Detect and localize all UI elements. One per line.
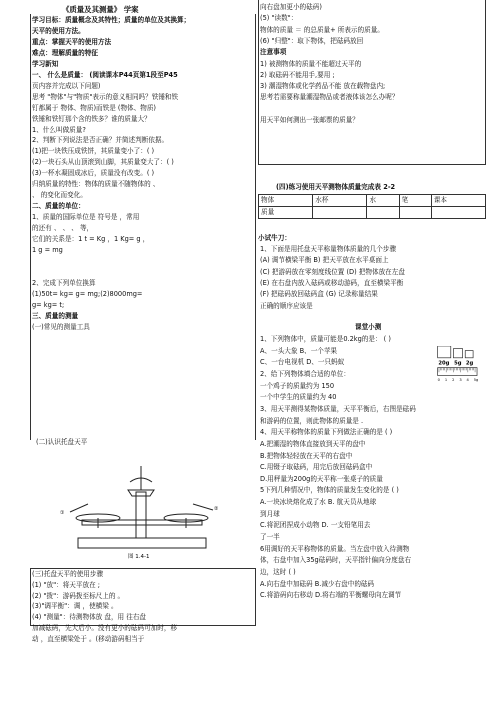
quiz-title: 小试牛刀： xyxy=(258,234,291,242)
text-line: 4、用天平称物体的质量下列做法正确的是 ( ) xyxy=(260,428,393,437)
ruler-label: 2 xyxy=(452,377,455,382)
text-line: (三)托盘天平的使用步骤 xyxy=(32,570,104,578)
svg-text:①: ① xyxy=(60,510,65,516)
ruler-label: 1 xyxy=(444,377,448,382)
text-line: 它们的关系是：1 t = Kg ，1 Kg= g ， xyxy=(32,235,150,243)
text-line: 用天平如何测出一张邮票的质量？ xyxy=(260,116,359,124)
svg-text:②: ② xyxy=(214,506,219,512)
text-line: 注意事项 xyxy=(260,48,287,57)
text-line: 钉都属于 物体、物质)而铁是 (物体、物质) xyxy=(32,103,157,112)
text-line: C、一台电视机 D、一只蚂蚁 xyxy=(260,358,345,367)
text-line: 的还有 、 、 、 等， xyxy=(32,224,94,233)
text-line: C.将游码向右移动 D.将右端的平衡螺母向左调节 xyxy=(260,591,402,600)
text-line: C.将泥团捏成小动物 D. 一支铅笔用去 xyxy=(260,521,371,530)
text-line: 到月球 xyxy=(260,509,280,518)
table-header: 课本 xyxy=(431,195,485,207)
text-line: 1、什么叫做质量? xyxy=(32,125,86,134)
table-cell[interactable] xyxy=(399,207,431,219)
text-line: 天平的使用方法。 xyxy=(32,26,85,35)
text-line: 铁锤和铁钉那个含的铁多？谁的质量大？ xyxy=(32,114,151,123)
figure-caption: 图 1.4-1 xyxy=(128,554,150,560)
table-header: 笔 xyxy=(399,195,431,207)
text-line: (1)把一块铁压成铁饼，其质量变小了：( ) xyxy=(32,147,155,156)
table-row xyxy=(259,207,486,219)
test-title: 课堂小测 xyxy=(355,323,382,331)
ruler-label: 5g xyxy=(473,377,479,382)
text-line: 动 ，直至横梁处于 。(移动游码相当于 xyxy=(32,634,145,643)
text-line: (3)"调平衡"：调 ，使横梁 。 xyxy=(32,602,118,611)
weight-label: 5g xyxy=(454,360,462,367)
text-line: A.向右盘中加砝码 B.减少右盘中的砝码 xyxy=(260,579,375,588)
text-line: 一个鸡子的质量约为 150 xyxy=(260,381,335,390)
text-line: 体，右盘中加入35g砝码时，天平指针偏向分度盘右 xyxy=(260,556,412,565)
text-line: 向右盘加更小的砝码) xyxy=(260,3,322,11)
text-line: 二、质量的单位： xyxy=(32,202,85,211)
text-line: 学习目标：质量概念及其特性；质量的单位及其换算； xyxy=(32,16,191,24)
text-line: (5) "读数"： xyxy=(260,14,298,23)
text-line: (1)50t= kg= g= mg;(2)8000mg= xyxy=(32,289,143,298)
table-header: 物体 xyxy=(259,195,313,207)
table-header: 水 xyxy=(367,195,399,207)
text-line: 和游码的位置，则此物体的质量是 . xyxy=(260,416,364,425)
text-line: (4) "测量"：待测物体放 盘，用 往右盘 xyxy=(32,613,147,622)
text-line: 思考若需要称量潮湿物品或者液体该怎么办呢？ xyxy=(260,93,399,102)
text-line: 正确的顺序应该是 xyxy=(260,301,313,310)
text-line: 2、完成下列单位换算 xyxy=(32,278,96,287)
balance-illustration xyxy=(58,452,223,562)
text-line: 三、质量的测量 xyxy=(32,311,79,320)
text-line: 6用调好的天平称物体的质量。当左盘中放入待测物 xyxy=(260,544,410,553)
table-header-row xyxy=(259,195,486,207)
text-line: 边，这时 ( ) xyxy=(260,568,296,576)
ruler-label: 4 xyxy=(466,377,469,382)
text-line: B.把物体轻轻放在天平的右盘中 xyxy=(260,451,353,460)
text-line: (2)一块石头从山顶滚到山脚，其质量变大了：( ) xyxy=(32,158,174,167)
text-line: (一)常见的测量工具 xyxy=(32,322,90,331)
text-line: 一个中学生的质量约为 40 xyxy=(260,393,337,402)
practice-title: (四)练习使用天平测物体质量完成表 2-2 xyxy=(276,183,396,191)
table-header: 水杯 xyxy=(313,195,367,207)
weights-and-ruler-figure xyxy=(428,346,488,388)
text-line: 一、 什么是质量： (阅读课本P44页第1段至P45 xyxy=(32,70,178,79)
table-cell[interactable] xyxy=(313,207,367,219)
text-line: 2) 取砝码不能用手,要用 ; xyxy=(260,70,335,79)
text-line: (6) "归整"：取下物体，把砝码放回 xyxy=(260,36,364,45)
ruler-label: 3 xyxy=(459,377,462,382)
text-line: 加减砝码，先大后小。没有更小的砝码可加时，移 xyxy=(32,624,178,632)
table-cell[interactable] xyxy=(367,207,399,219)
text-line: A.把潮湿的物体直接放到天平的盘中 xyxy=(260,439,366,448)
text-line: (C) 把游码放在零刻度线位置 (D) 把物体放在左盘 xyxy=(260,267,405,276)
text-line: 2、判断下列说法是否正确？并简述判断依据。 xyxy=(32,136,169,145)
text-line: 物体的质量 ＝ 的总质量+ 所表示的质量。 xyxy=(260,25,384,34)
text-line: 2、给下列物体填合适的单位： xyxy=(260,369,350,378)
measurement-table xyxy=(258,194,486,219)
text-line: 思考 "物体"与"物质"表示的意义相同吗？铁锤和铁 xyxy=(32,92,179,101)
text-line: 页内容并完成以下问题) xyxy=(32,81,101,90)
text-line: D.用秤量为200g的天平称一张桌子的质量 xyxy=(260,474,383,483)
text-line: 3) 潮湿物体或化学药品不能 放在载物盘内; xyxy=(260,82,386,91)
text-line: (2) "拨"：游码拨至标尺上的 。 xyxy=(32,591,125,600)
text-line: (1) "放"：将天平放在 ; xyxy=(32,580,100,589)
text-line: 了一半 xyxy=(260,533,280,542)
text-line: (E) 在右盘内放入砝码或移动游码，直至横梁平衡 xyxy=(260,278,404,287)
text-line: (3)一杯水凝固成冰后，质量没有改变。( ) xyxy=(32,169,155,178)
table-cell[interactable] xyxy=(431,207,485,219)
text-line: 重点：掌握天平的使用方法 xyxy=(32,37,112,46)
text-line: 5下列几种情况中，物体的质量发生变化的是 ( ) xyxy=(260,486,399,495)
text-line: 1、下列物体中，质量可能是0.2kg的是： ( ) xyxy=(260,335,391,343)
text-line: 归纳质量的特性：物体的质量不随物体的 、 xyxy=(32,180,160,189)
text-line: 1、下面是用托盘天平称量物体质量的几个步骤 xyxy=(260,245,397,253)
text-line: 难点：理解质量的特征 xyxy=(32,48,98,57)
text-line: A、一头大象 B、一个苹果 xyxy=(260,346,338,355)
text-line: g= kg= t; xyxy=(32,300,65,309)
text-line: 1 g = mg xyxy=(32,245,63,254)
text-line: 3、用天平测得某物体质量，天平平衡后，右图是砝码 xyxy=(260,404,416,413)
text-line: 、 的变化而变化。 xyxy=(32,191,87,200)
table-row-label: 质量 xyxy=(259,207,313,219)
text-line: 1、质量的国际单位是 符号是 ，常用 xyxy=(32,213,140,222)
weight-label: 20g xyxy=(438,360,450,367)
text-line: (A) 调节横梁平衡 B) 把天平放在水平桌面上 xyxy=(260,256,389,265)
text-line: 1) 被测物体的质量不能超过天平的 xyxy=(260,59,362,68)
ruler-label: 0 xyxy=(437,377,440,382)
text-line: A.一块冰块熔化成了水 B. 航天员从地球 xyxy=(260,498,377,507)
text-line: 学习新知 xyxy=(32,59,59,68)
text-line: (F) 把砝码放回砝码盒 (G) 记录称量结果 xyxy=(260,290,378,299)
text-line: C.用镊子取砝码，用完后放回砝码盒中 xyxy=(260,463,373,472)
balance-section-title: (二)认识托盘天平 xyxy=(36,438,88,446)
weight-label: 2g xyxy=(465,360,474,367)
page-title: 《质量及其测量》 学案 xyxy=(62,5,139,14)
